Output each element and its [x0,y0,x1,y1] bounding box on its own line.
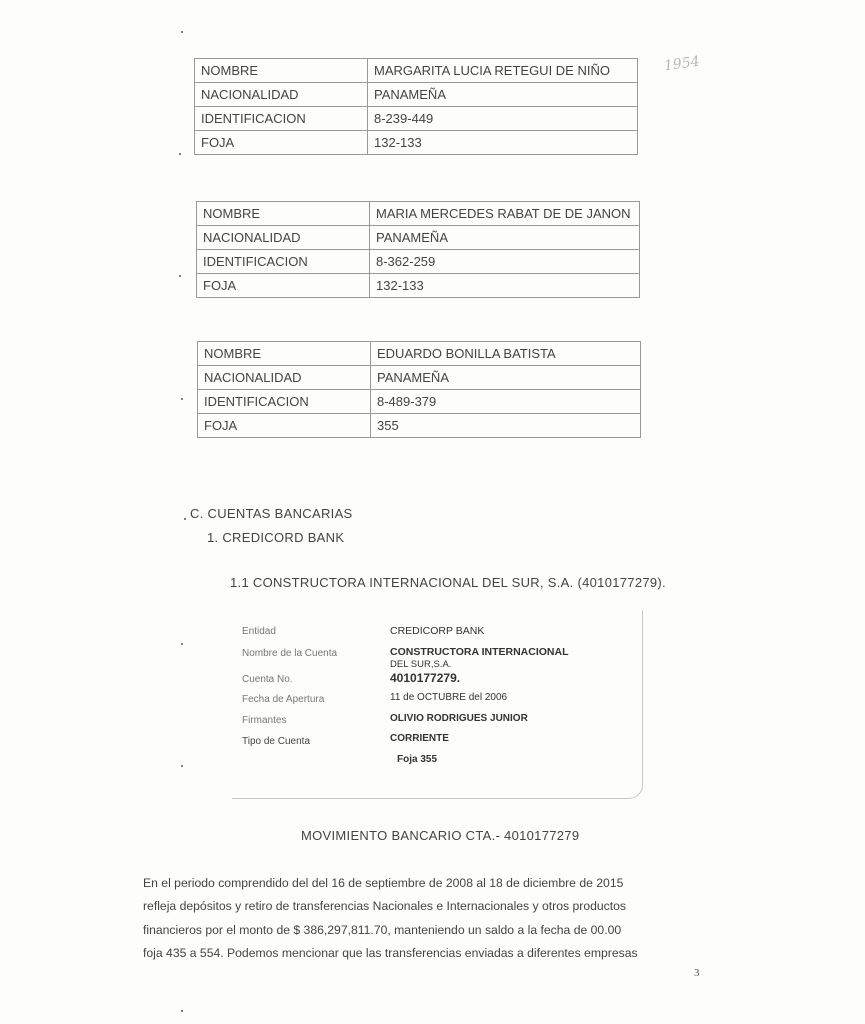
label-nombre: NOMBRE [198,342,371,366]
table-row [195,83,638,107]
scan-speck [181,398,183,400]
label-nombre: NOMBRE [197,202,370,226]
nombre-cuenta-value-line1: CONSTRUCTORA INTERNACIONAL [390,646,569,658]
nombre-cuenta-label: Nombre de la Cuenta [242,648,338,659]
table-row [195,131,638,155]
paragraph-line: foja 435 a 554. Podemos mencionar que las transferencias enviadas a diferentes empresas [143,945,638,960]
value-identificacion: 8-489-379 [371,390,641,414]
value-identificacion: 8-239-449 [368,107,638,131]
label-nombre: NOMBRE [195,59,368,83]
label-foja: FOJA [195,131,368,155]
firmantes-label: Firmantes [242,715,287,726]
page-number: 3 [694,967,700,979]
label-identificacion: IDENTIFICACION [198,390,371,414]
table-row [198,366,641,390]
paragraph-line: En el periodo comprendido del del 16 de septiembre de 2008 al 18 de diciembre de 2015 [143,876,624,890]
scan-speck [179,275,181,277]
scan-speck [181,31,183,33]
scan-speck [181,643,183,645]
cuenta-no-label: Cuenta No. [242,674,293,685]
value-foja: 132-133 [370,274,640,298]
scan-speck [181,1010,183,1012]
table-row [197,202,640,226]
person-table-1 [194,58,638,155]
cuenta-no-value: 4010177279. [390,671,461,685]
value-nombre: MARIA MERCEDES RABAT DE DE JANON [370,202,640,226]
movement-paragraph [143,872,703,965]
value-foja: 132-133 [368,131,638,155]
label-nacionalidad: NACIONALIDAD [197,226,370,250]
label-nacionalidad: NACIONALIDAD [198,366,371,390]
scan-speck [181,765,183,767]
tipo-cuenta-value: CORRIENTE [390,733,449,744]
movement-title: MOVIMIENTO BANCARIO CTA.- 4010177279 [301,828,580,843]
scan-speck [179,153,181,155]
label-nacionalidad: NACIONALIDAD [195,83,368,107]
table-row [197,250,640,274]
value-nombre: EDUARDO BONILLA BATISTA [371,342,641,366]
value-nacionalidad: PANAMEÑA [370,226,640,250]
value-nacionalidad: PANAMEÑA [371,366,641,390]
table-row [195,59,638,83]
table-row [197,226,640,250]
entidad-value: CREDICORP BANK [390,625,485,637]
paragraph-line: refleja depósitos y retiro de transferencias Nacionales e Internacionales y otros productos [143,899,627,914]
table-row [198,342,641,366]
table-row [198,390,641,414]
label-foja: FOJA [197,274,370,298]
person-table-2 [196,201,640,298]
subsection-heading: 1. CREDICORD BANK [207,530,345,545]
label-foja: FOJA [198,414,371,438]
entidad-label: Entidad [242,626,276,637]
account-card [232,610,643,799]
table-row [195,107,638,131]
firmantes-value: OLIVIO RODRIGUES JUNIOR [390,713,528,724]
value-identificacion: 8-362-259 [370,250,640,274]
label-identificacion: IDENTIFICACION [195,107,368,131]
fecha-apertura-value: 11 de OCTUBRE del 2006 [390,692,508,703]
value-nombre: MARGARITA LUCIA RETEGUI DE NIÑO [368,59,638,83]
value-foja: 355 [371,414,641,438]
person-table-3 [197,341,641,438]
paragraph-line: financieros por el monto de $ 386,297,811.70, manteniendo un saldo a la fecha de 00.00 [143,922,622,937]
account-heading: 1.1 CONSTRUCTORA INTERNACIONAL DEL SUR, S.A. (4010177279). [230,575,666,590]
nombre-cuenta-value-line2: DEL SUR,S.A. [390,659,452,670]
value-nacionalidad: PANAMEÑA [368,83,638,107]
tipo-cuenta-label: Tipo de Cuenta [242,736,311,747]
table-row [197,274,640,298]
handwritten-note: 1954 [663,53,701,75]
scan-speck [184,518,186,520]
table-row [198,414,641,438]
foja-reference: Foja 355 [397,754,438,765]
fecha-apertura-label: Fecha de Apertura [242,694,325,705]
label-identificacion: IDENTIFICACION [197,250,370,274]
section-heading: C. CUENTAS BANCARIAS [190,506,353,521]
